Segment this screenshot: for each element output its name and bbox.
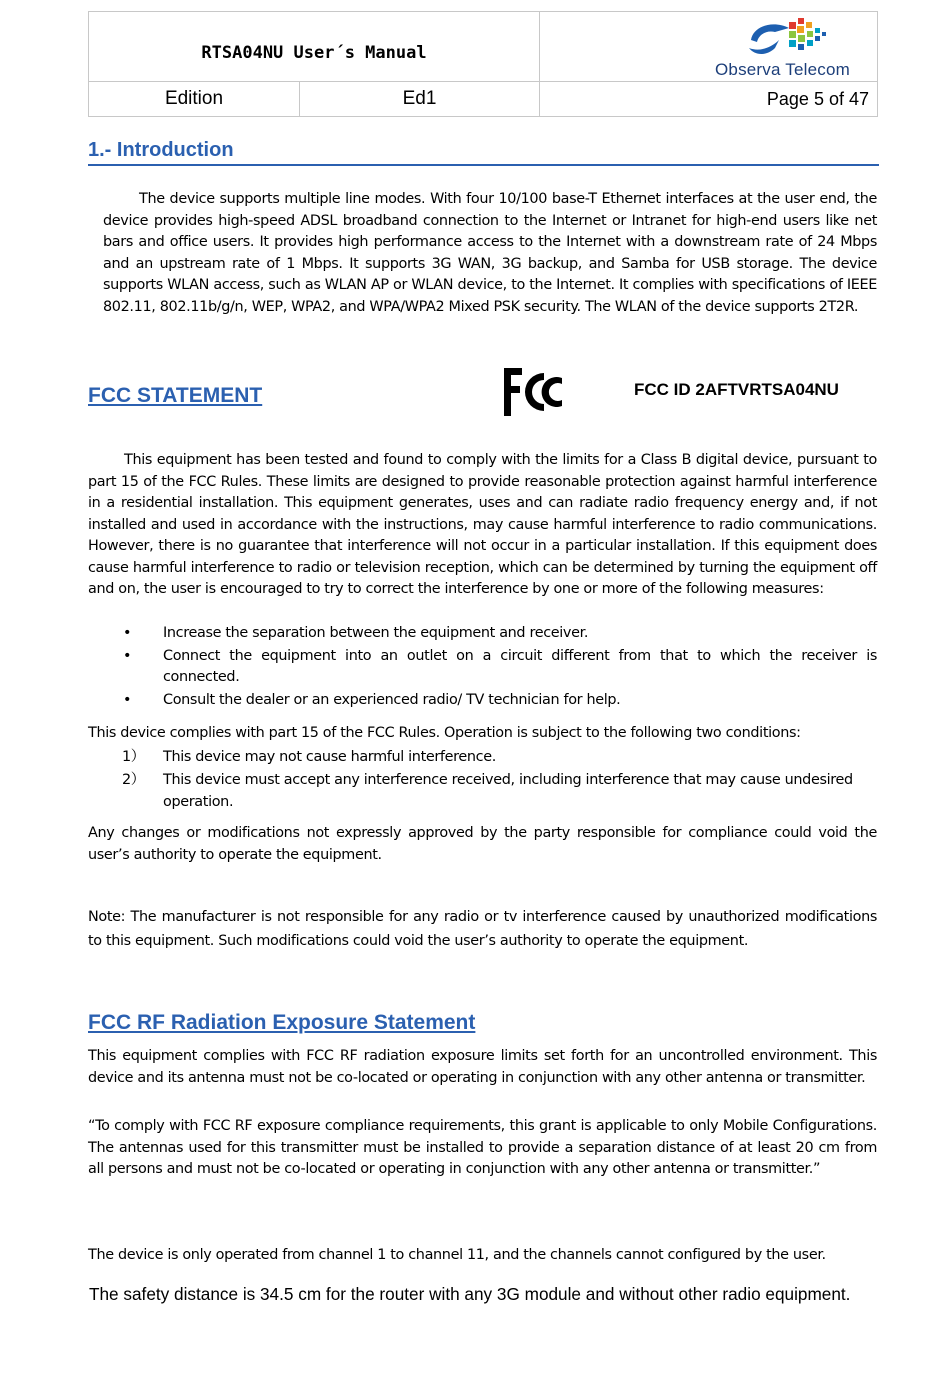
list-item: • Connect the equipment into an outlet on a circuit different from that to which the receiver is connected.: [123, 647, 877, 685]
bullet-icon: •: [123, 625, 132, 641]
rf-paragraph-1: This equipment complies with FCC RF radiation exposure limits set forth for an uncontrolled environment. This device and its antenna must not be co-located or operating in conjunction with any other antenna or transmitter.: [88, 1048, 877, 1086]
fcc-body-paragraph: This equipment has been tested and found to comply with the limits for a Class B digital device, pursuant to part 15 of the FCC Rules. These limits are designed to provide reasonable protection against harmful interference in a residential installation. This equipment generates, uses and can radiate radio frequency energy and, if not installed and used in accordance with the instructions, may cause harmful interference to radio communications. However, there is no guarantee that interference will not occur in a particular installation. If this equipment does cause harmful interference to radio or television reception, which can be determined by turning the equipment off and on, the user is encouraged to try to correct the interference by one or more of the following measures:: [88, 452, 877, 597]
rf-heading: FCC RF Radiation Exposure Statement: [88, 1011, 476, 1034]
rf-paragraph-2: “To comply with FCC RF exposure compliance requirements, this grant is applicable to only Mobile Configurations. The antennas used for this transmitter must be installed to provide a separation distance of at least 20 cm from all persons and must not be co-located or operating in conjunction with any other antenna or transmitter.”: [88, 1118, 877, 1177]
fcc-heading: FCC STATEMENT: [88, 384, 263, 407]
fcc-id: FCC ID 2AFTVRTSA04NU: [634, 380, 839, 399]
bullet-icon: •: [123, 691, 132, 708]
manual-title: RTSA04NU User´s Manual: [201, 42, 427, 63]
intro-paragraph: The device supports multiple line modes. With four 10/100 base-T Ethernet interfaces at the user end, the device provides high-speed ADSL broadband connection to the Internet or Intranet for high-end users like net bars and office users. It provides high performance access to the Internet with a downstream rate of 24 Mbps and an upstream rate of 1 Mbps. It supports 3G WAN, 3G backup, and Samba for USB storage. The device supports WLAN access, such as WLAN AP or WLAN device, to the Internet. It complies with specifications of IEEE 802.11, 802.11b/g/n, WEP, WPA2, and WPA/WPA2 Mixed PSK security. The WLAN of the device supports 2T2R.: [103, 191, 877, 315]
list-item: • Increase the separation between the equipment and receiver.: [88, 623, 877, 645]
fcc-logo-icon: [500, 364, 566, 420]
conditions-intro: This device complies with part 15 of the FCC Rules. Operation is subject to the following two conditions:: [88, 725, 801, 741]
measures-list: [88, 623, 877, 712]
intro-heading: 1.- Introduction: [88, 139, 879, 166]
channels-paragraph: The device is only operated from channel 1 to channel 11, and the channels cannot configured by the user.: [88, 1247, 826, 1263]
page-number: Page 5 of 47: [539, 81, 877, 116]
edition-label: Edition: [89, 81, 299, 116]
note-paragraph: Note: The manufacturer is not responsible for any radio or tv interference caused by unauthorized modifications to this equipment. Such modifications could void the user’s authority to operate the equipment.: [88, 909, 877, 949]
list-item: 1） This device may not cause harmful interference.: [122, 749, 496, 765]
edition-value: Ed1: [299, 81, 539, 116]
list-item: 2） This device must accept any interference received, including interference that may cause undesired operation.: [122, 772, 853, 810]
company-name: Observa Telecom: [715, 60, 850, 79]
observa-logo-icon: [745, 18, 855, 62]
conditions-list: [88, 746, 877, 814]
bullet-icon: •: [123, 647, 132, 664]
safety-distance: The safety distance is 34.5 cm for the router with any 3G module and without other radio equipment.: [89, 1284, 851, 1304]
list-item: • Consult the dealer or an experienced radio/ TV technician for help.: [88, 690, 877, 712]
changes-paragraph: Any changes or modifications not expressly approved by the party responsible for compliance could void the user’s authority to operate the equipment.: [88, 825, 877, 863]
